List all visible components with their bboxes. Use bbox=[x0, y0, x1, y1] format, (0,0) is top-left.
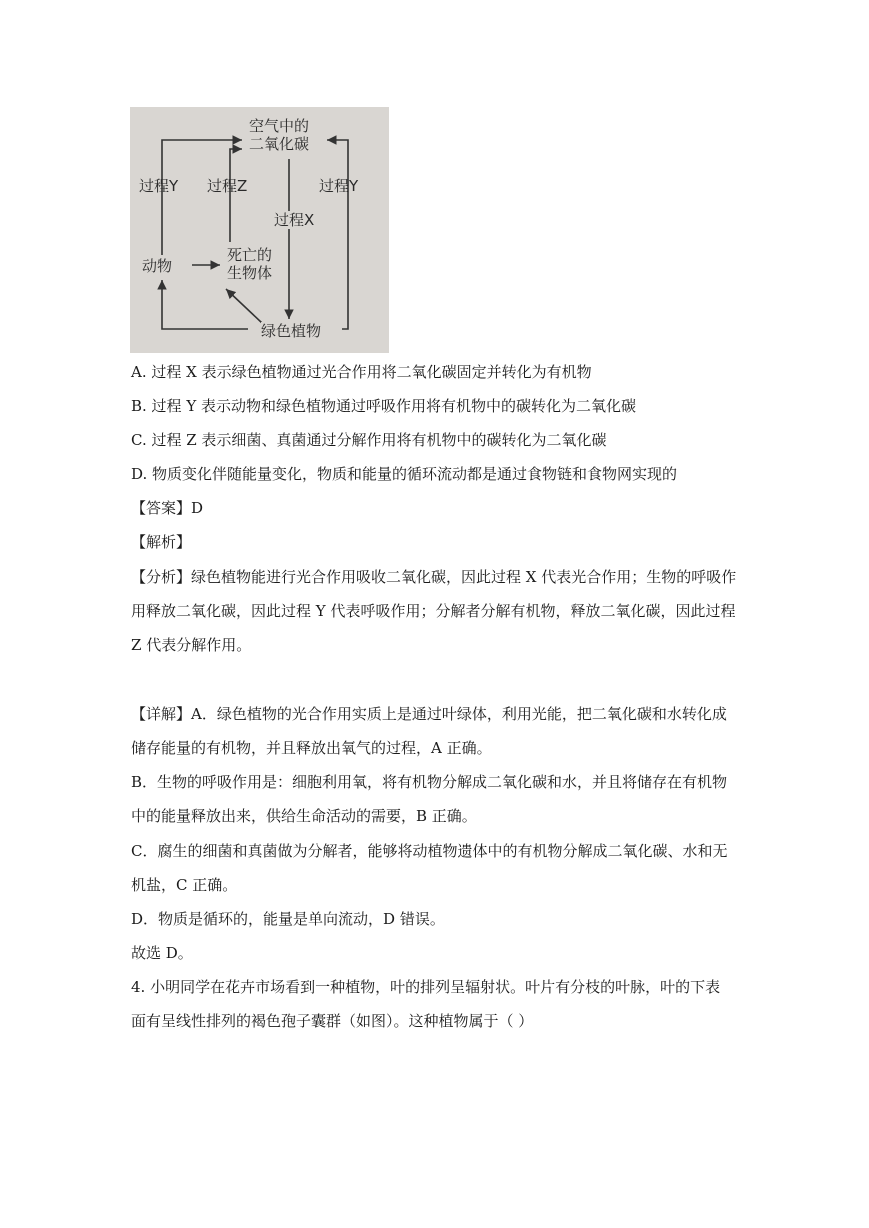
option-c: C. 过程 Z 表示细菌、真菌通过分解作用将有机物中的碳转化为二氧化碳 bbox=[131, 431, 607, 449]
detail-line-4: 中的能量释放出来，供给生命活动的需要，B 正确。 bbox=[131, 807, 477, 825]
arrow-plant-to-dead bbox=[226, 289, 262, 323]
option-b: B. 过程 Y 表示动物和绿色植物通过呼吸作用将有机物中的碳转化为二氧化碳 bbox=[131, 397, 637, 415]
analysis-line-1: 【分析】绿色植物能进行光合作用吸收二氧化碳，因此过程 X 代表光合作用；生物的呼吸作 bbox=[131, 568, 737, 586]
arrow-dead-to-air bbox=[230, 149, 242, 242]
answer: 【答案】D bbox=[131, 499, 204, 517]
node-air bbox=[249, 117, 309, 153]
label-process-x: 过程X bbox=[274, 211, 315, 229]
label-process-y-left: 过程Y bbox=[139, 177, 179, 195]
detail-line-5: C．腐生的细菌和真菌做为分解者，能够将动植物遗体中的有机物分解成二氧化碳、水和无 bbox=[131, 842, 728, 860]
option-d: D. 物质变化伴随能量变化，物质和能量的循环流动都是通过食物链和食物网实现的 bbox=[131, 465, 678, 483]
node-dead-line1: 死亡的 bbox=[227, 246, 273, 264]
analysis-line-3: Z 代表分解作用。 bbox=[131, 636, 252, 654]
detail-line-3: B．生物的呼吸作用是：细胞利用氧，将有机物分解成二氧化碳和水，并且将储存在有机物 bbox=[131, 773, 728, 791]
analysis-line-2: 用释放二氧化碳，因此过程 Y 代表呼吸作用；分解者分解有机物，释放二氧化碳，因此过程 bbox=[131, 602, 736, 620]
detail-line-2: 储存能量的有机物，并且释放出氧气的过程，A 正确。 bbox=[131, 739, 492, 757]
label-process-z: 过程Z bbox=[207, 177, 248, 195]
detail-line-7: D．物质是循环的，能量是单向流动，D 错误。 bbox=[131, 910, 445, 928]
arrow-plant-to-animal bbox=[162, 280, 248, 329]
question4-line-1: 4. 小明同学在花卉市场看到一种植物，叶的排列呈辐射状。叶片有分枝的叶脉，叶的下表 bbox=[131, 978, 721, 996]
arrow-plant-to-air bbox=[327, 140, 348, 329]
node-dead-line2: 生物体 bbox=[227, 264, 273, 282]
node-air-line1: 空气中的 bbox=[249, 117, 310, 135]
node-animal: 动物 bbox=[142, 257, 173, 275]
detail-line-6: 机盐，C 正确。 bbox=[131, 876, 238, 894]
detail-line-1: 【详解】A．绿色植物的光合作用实质上是通过叶绿体，利用光能，把二氧化碳和水转化成 bbox=[131, 705, 727, 723]
node-plant: 绿色植物 bbox=[261, 322, 322, 340]
node-air-line2: 二氧化碳 bbox=[249, 135, 310, 153]
label-process-y-right: 过程Y bbox=[319, 177, 359, 195]
analysis-heading: 【解析】 bbox=[131, 533, 192, 551]
node-dead bbox=[227, 246, 272, 282]
carbon-cycle-diagram bbox=[130, 107, 389, 353]
detail-line-8: 故选 D。 bbox=[131, 944, 193, 962]
question4-line-2: 面有呈线性排列的褐色孢子囊群（如图）。这种植物属于（ ） bbox=[131, 1012, 534, 1030]
option-a: A. 过程 X 表示绿色植物通过光合作用将二氧化碳固定并转化为有机物 bbox=[131, 363, 592, 381]
